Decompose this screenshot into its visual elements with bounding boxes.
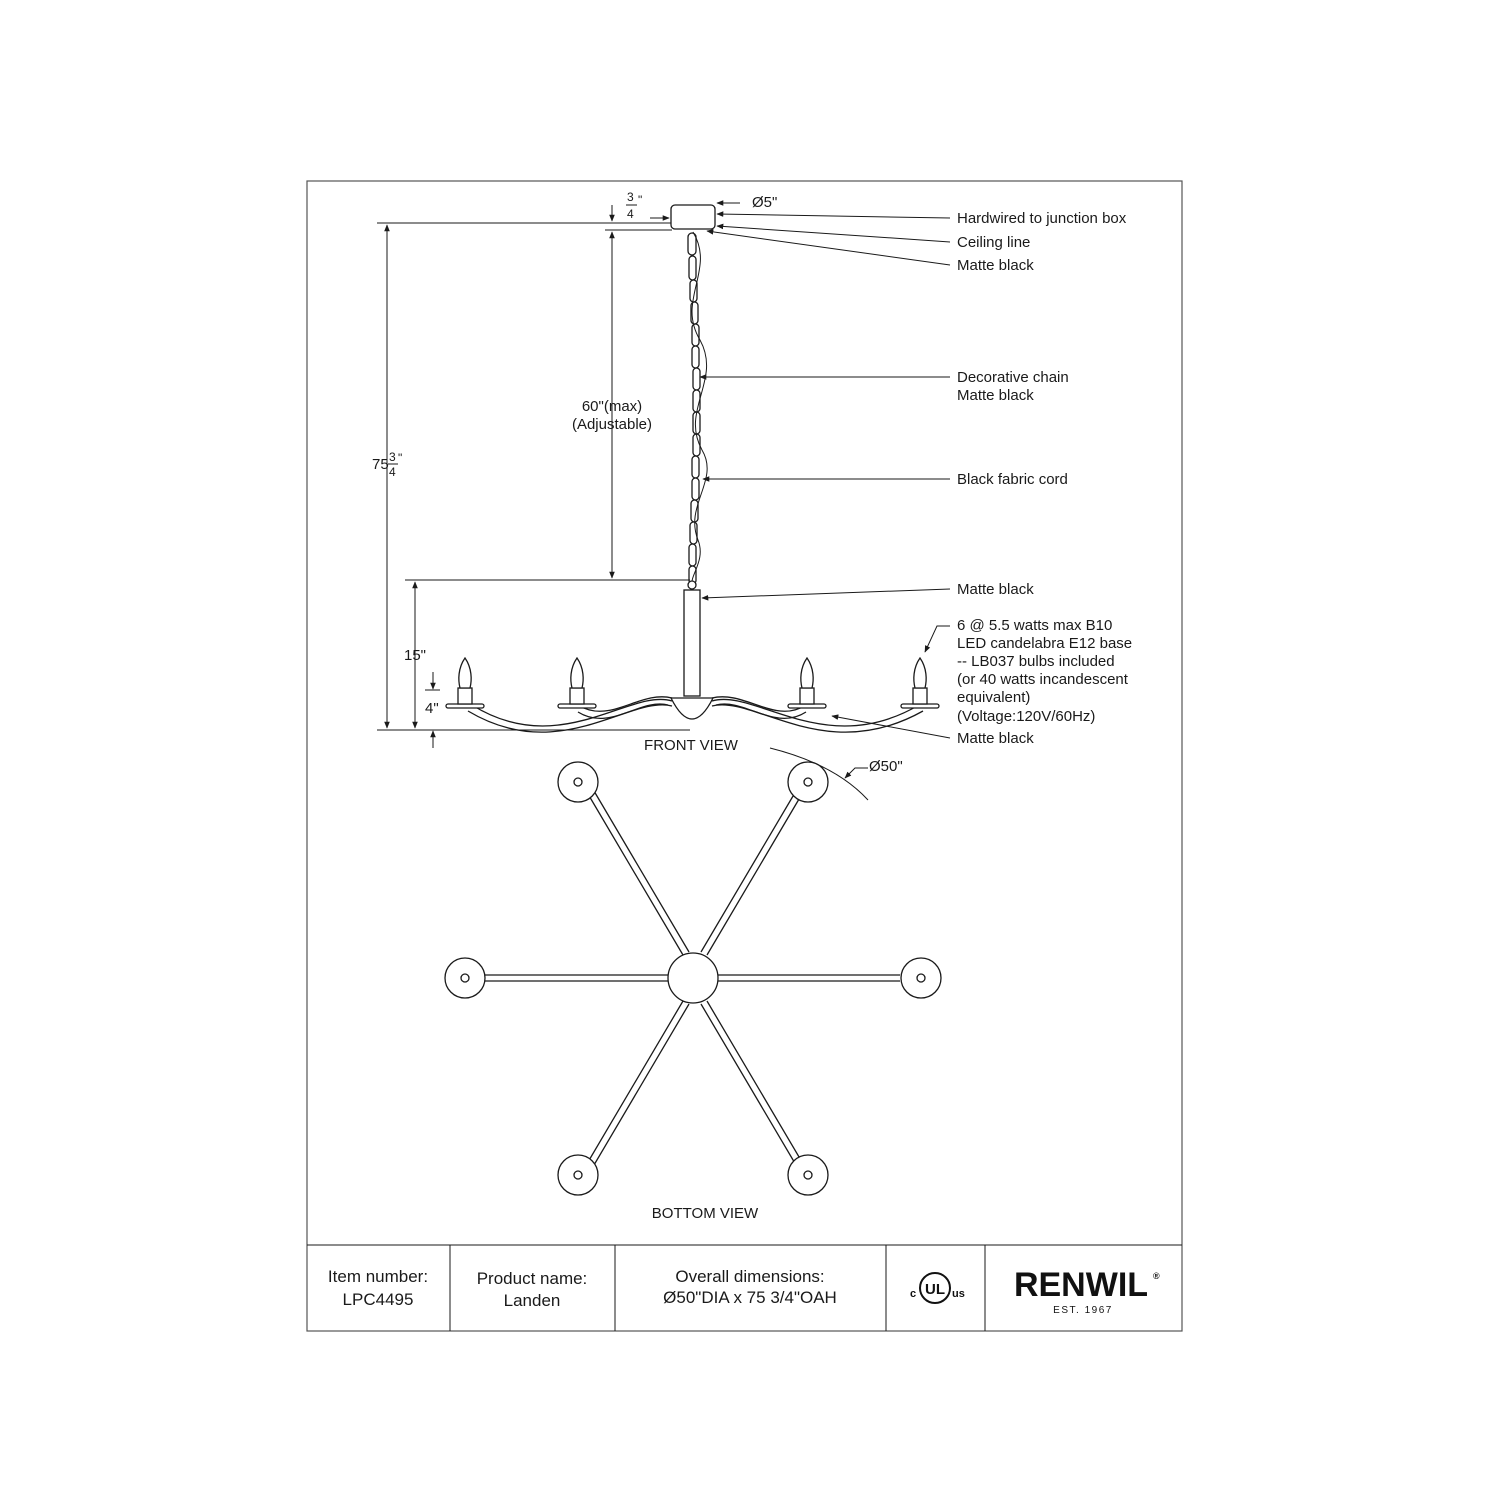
overall-height-den: 4 [389,465,396,479]
brand-est: EST. 1967 [1053,1305,1113,1316]
brand-name: RENWIL [1013,1266,1149,1304]
renwil-logo [1014,1266,1160,1316]
overall-height-unit: " [398,451,403,465]
callout-ceiling-line: Ceiling line [957,234,1031,251]
ul-mark-text: UL [925,1281,945,1298]
diameter: Ø50" [869,758,903,775]
canopy [671,205,715,229]
bottom-center-hub [668,953,718,1003]
canopy-height-unit: " [638,193,643,207]
callout-bulb-2: LED candelabra E12 base [957,635,1133,652]
canopy-height-den: 4 [627,207,634,221]
bottom-view-label: BOTTOM VIEW [651,1205,759,1222]
callout-bulb-6: (Voltage:120V/60Hz) [957,708,1096,725]
overall-height-num: 3 [389,450,396,464]
arm-height: 4" [425,700,439,717]
callout-hardwired: Hardwired to junction box [957,210,1127,227]
center-bowl [671,698,713,719]
sheet-border [307,181,1182,1331]
product-name-value: Landen [503,1291,561,1310]
ul-us-text: us [952,1288,965,1300]
chain-length: 60"(max) [581,398,643,415]
canopy-height-num: 3 [627,190,634,204]
ul-c-text: c [910,1288,917,1300]
bottom-view-drawing [445,762,941,1195]
front-view-label: FRONT VIEW [644,737,738,754]
item-number-value: LPC4495 [342,1290,414,1309]
callout-arms-finish: Matte black [957,730,1034,747]
chain-adjustable: (Adjustable) [571,416,653,433]
callout-bulb-4: (or 40 watts incandescent [957,671,1128,688]
callout-canopy-finish: Matte black [957,257,1034,274]
decorative-chain [688,233,700,584]
overall-dimensions-label: Overall dimensions: [675,1267,825,1286]
brand-registered: ® [1153,1271,1160,1281]
callout-column-finish: Matte black [957,581,1034,598]
product-name-label: Product name: [476,1269,588,1288]
canopy-diameter: Ø5" [752,194,778,211]
item-number-label: Item number: [327,1267,429,1286]
callout-chain: Decorative chain [957,369,1069,386]
callout-bulb-1: 6 @ 5.5 watts max B10 [957,617,1113,634]
overall-height-whole: 75 [372,456,389,473]
callout-bulb-5: equivalent) [957,689,1031,706]
callout-leaders [700,214,950,800]
ul-certification-mark [910,1273,965,1303]
overall-dimensions-value: Ø50"DIA x 75 3/4"OAH [663,1288,837,1307]
center-column [684,590,700,696]
callout-cord: Black fabric cord [957,471,1068,488]
callout-bulb-3: -- LB037 bulbs included [957,653,1115,670]
callout-chain-finish: Matte black [957,387,1034,404]
body-height: 15" [404,647,427,664]
front-view-drawing [377,203,950,800]
